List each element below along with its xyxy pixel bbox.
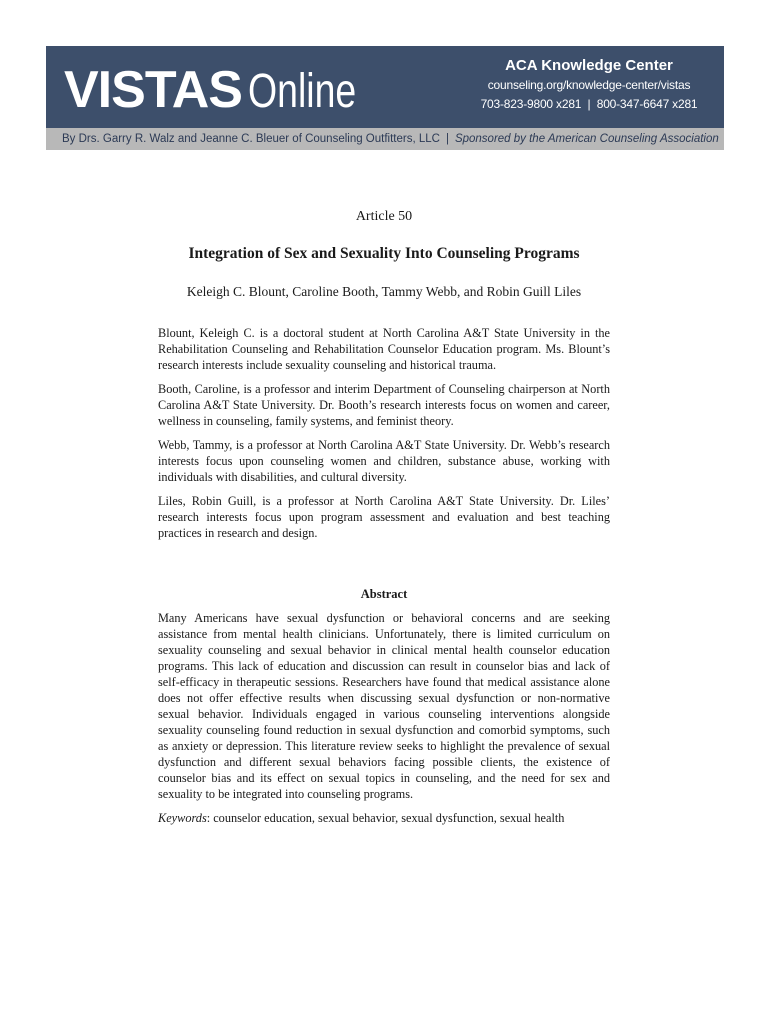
contact-phone: 703-823-9800 x281 | 800-347-6647 x281	[480, 97, 698, 111]
logo-vistas-text: VISTAS	[64, 61, 242, 119]
article-authors: Keleigh C. Blount, Caroline Booth, Tammy Webb, and Robin Guill Liles	[186, 284, 582, 299]
banner-contact	[464, 56, 714, 114]
logo-online-text: Online	[247, 65, 357, 118]
byline-separator: |	[445, 133, 449, 145]
vistas-banner	[46, 46, 724, 150]
sponsor-line: Sponsored by the American Counseling Association	[454, 133, 719, 145]
abstract-heading: Abstract	[360, 587, 408, 601]
keywords-line	[158, 810, 610, 826]
knowledge-center-title: ACA Knowledge Center	[505, 57, 673, 74]
banner-byline-strip	[46, 128, 724, 150]
abstract-section	[158, 610, 610, 834]
article-title: Integration of Sex and Sexuality Into Counseling Programs	[188, 245, 580, 262]
knowledge-center-url: counseling.org/knowledge-center/vistas	[487, 78, 691, 92]
author-bios	[158, 325, 610, 549]
bio-paragraph: Webb, Tammy, is a professor at North Carolina A&T State University. Dr. Webb’s research interests focus upon counseling women and children, substance abuse, working with individuals with disabilities, and cultural diversity.	[158, 438, 610, 484]
bio-paragraph: Liles, Robin Guill, is a professor at North Carolina A&T State University. Dr. Liles’ research interests focus upon program assessment and evaluation and best teaching practices in research and design.	[158, 494, 610, 540]
keywords-label: Keywords	[158, 811, 207, 825]
abstract-text: Many Americans have sexual dysfunction or behavioral concerns and are seeking assistance from mental health clinicians. Unfortunately, there is limited curriculum on sexuality counseling and sexual behavior in clinical mental health counselor education programs. This lack of education and discussion can result in counselor bias and lack of self-efficacy in therapeutic sessions. Researchers have found that medical assistance alone does not offer effective results when discussing sexual dysfunction or non-normative sexual behavior. Individuals engaged in various counseling interventions alongside sexuality counseling found reduction in sexual dysfunction and comorbid symptoms, such as anxiety or depression. This literature review seeks to highlight the prevalence of sexual dysfunction and different sexual behaviors facing possible clients, the existence of counselor bias and its effect on sexual topics in counseling, and the need for sex and sexuality to be integrated into counseling programs.	[158, 611, 610, 801]
article-number: Article 50	[355, 209, 413, 224]
bio-paragraph: Booth, Caroline, is a professor and interim Department of Counseling chairperson at North Carolina A&T State University. Dr. Booth’s research interests focus on women and career, wellness in counseling, family systems, and feminist theory.	[158, 382, 610, 428]
vistas-logo	[64, 52, 387, 128]
byline: By Drs. Garry R. Walz and Jeanne C. Bleuer of Counseling Outfitters, LLC	[62, 133, 440, 145]
keywords-text: : counselor education, sexual behavior, sexual dysfunction, sexual health	[206, 811, 565, 825]
bio-paragraph: Blount, Keleigh C. is a doctoral student at North Carolina A&T State University in the Rehabilitation Counseling and Rehabilitation Counselor Education program. Ms. Blount’s research interests include sexuality counseling and historical trauma.	[158, 326, 610, 372]
